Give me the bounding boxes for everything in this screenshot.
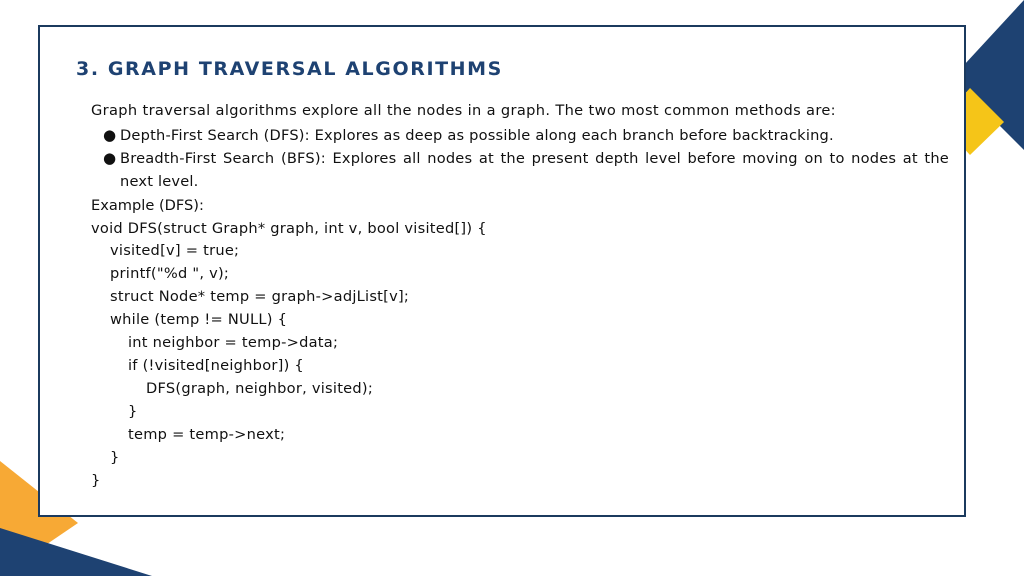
code-line: } xyxy=(128,403,138,420)
code-line: } xyxy=(110,449,120,466)
code-line: int neighbor = temp->data; xyxy=(128,334,339,351)
code-line: struct Node* temp = graph->adjList[v]; xyxy=(110,288,410,305)
intro-text: Graph traversal algorithms explore all the nodes in a graph. The two most common methods are: xyxy=(91,102,836,119)
code-line: DFS(graph, neighbor, visited); xyxy=(146,380,374,397)
code-line: while (temp != NULL) { xyxy=(110,311,288,328)
code-line: if (!visited[neighbor]) { xyxy=(128,357,304,374)
bullet-dfs xyxy=(103,124,949,147)
bullet-bfs xyxy=(103,147,949,193)
bullet-dot-icon: ● xyxy=(103,149,117,167)
bottom-left-navy-triangle xyxy=(0,528,152,576)
code-line: void DFS(struct Graph* graph, int v, bool visited[]) { xyxy=(91,220,487,237)
code-example-label: Example (DFS): xyxy=(91,197,204,214)
code-line: visited[v] = true; xyxy=(110,242,240,259)
bullet-text: Depth-First Search (DFS): Explores as deep as possible along each branch before backtracking. xyxy=(120,127,834,144)
bullet-dot-icon: ● xyxy=(103,126,117,144)
slide-title: 3. GRAPH TRAVERSAL ALGORITHMS xyxy=(76,58,503,80)
bullet-text: Breadth-First Search (BFS): Explores all nodes at the present depth level before moving on to nodes at the next level. xyxy=(120,150,949,190)
code-line: printf("%d ", v); xyxy=(110,265,230,282)
code-line: temp = temp->next; xyxy=(128,426,286,443)
code-line: } xyxy=(91,472,101,489)
